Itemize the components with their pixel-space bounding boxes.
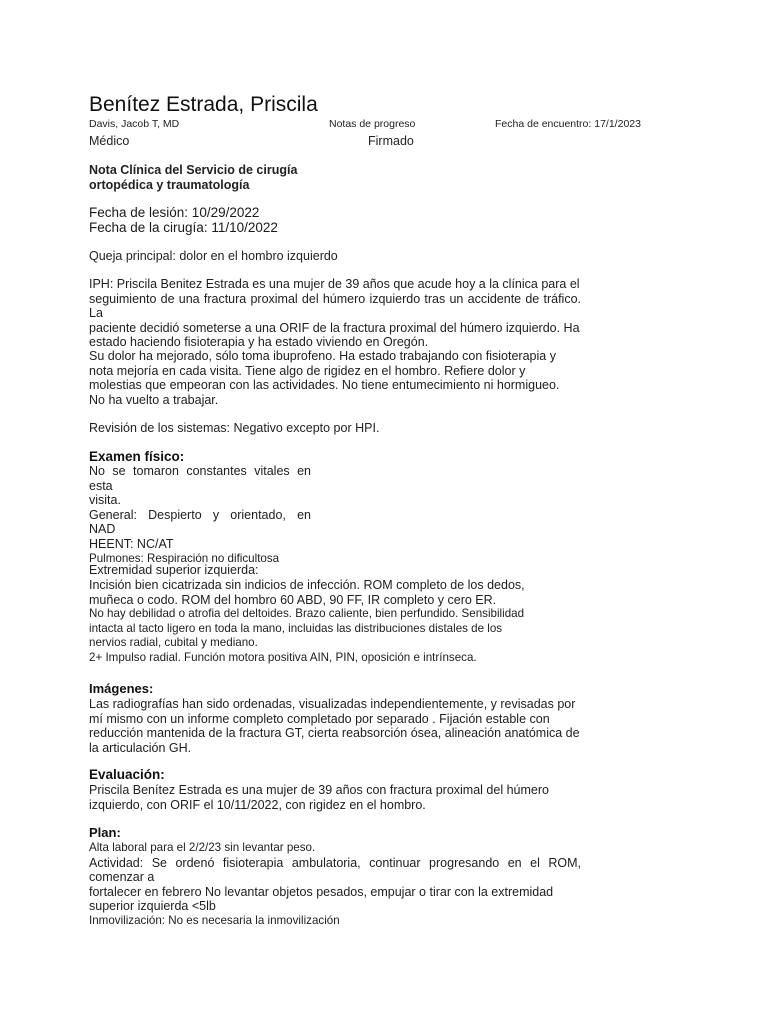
extremity-line: Incisión bien cicatrizada sin indicios de infección. ROM completo de los dedos, xyxy=(89,578,525,592)
surgery-date: Fecha de la cirugía: 11/10/2022 xyxy=(89,220,278,235)
exam-heent: HEENT: NC/AT xyxy=(89,536,174,551)
extremity-line: nervios radial, cubital y mediano. xyxy=(89,636,258,650)
imaging-line: la articulación GH. xyxy=(89,740,192,755)
exam-heading: Examen físico: xyxy=(89,449,185,464)
exam-general-line: NAD xyxy=(89,522,116,537)
hpi-line: paciente decidió someterse a una ORIF de la fractura proximal del húmero izquierdo. Ha xyxy=(89,320,580,335)
hpi-line: IPH: Priscila Benitez Estrada es una mujer de 39 años que acude hoy a la clínica para el xyxy=(89,277,580,291)
plan-heading: Plan: xyxy=(89,825,121,840)
pain-paragraph xyxy=(89,349,581,407)
note-title-line-2: ortopédica y traumatología xyxy=(89,178,250,192)
extremity-line: intacta al tacto ligero en toda la mano, incluidas las distribuciones distales de los xyxy=(89,621,503,635)
hpi-line: seguimiento de una fractura proximal del húmero izquierdo tras un accidente de tráfico. La xyxy=(89,291,581,321)
note-type: Notas de progreso xyxy=(329,118,416,130)
plan-activity-line: superior izquierda <5lb xyxy=(89,899,216,914)
pain-line: No ha vuelto a trabajar. xyxy=(89,392,219,407)
plan-work: Alta laboral para el 2/2/23 sin levantar peso. xyxy=(89,841,316,854)
exam-vitals-line: visita. xyxy=(89,493,121,508)
plan-activity-line: fortalecer en febrero No levantar objetos pesados, empujar o tirar con la extremidad xyxy=(89,884,554,899)
provider-role: Médico xyxy=(89,134,130,148)
plan-activity-line: Actividad: Se ordenó fisioterapia ambulatoria, continuar progresando en el ROM, comenzar a xyxy=(89,855,581,885)
provider-name: Davis, Jacob T, MD xyxy=(89,118,180,130)
pain-line: nota mejoría en cada visita. Tiene algo de rigidez en el hombro. Refiere dolor y xyxy=(89,363,526,378)
imaging-line: reducción mantenida de la fractura GT, cierta reabsorción ósea, alineación anatómica de xyxy=(89,726,580,741)
extremity-block xyxy=(89,578,581,666)
hpi-paragraph xyxy=(89,277,581,350)
assessment-line: Priscila Benítez Estrada es una mujer de 39 años con fractura proximal del húmero xyxy=(89,783,549,797)
encounter-label: Fecha de encuentro: xyxy=(495,118,592,130)
encounter-date: 17/1/2023 xyxy=(594,118,641,130)
exam-block xyxy=(89,464,311,566)
imaging-block xyxy=(89,697,581,755)
extremity-line: No hay debilidad o atrofia del deltoides. Brazo caliente, bien perfundido. Sensibilidad xyxy=(89,607,525,621)
exam-lungs: Pulmones: Respiración no dificultosa xyxy=(89,551,280,565)
review-of-systems: Revisión de los sistemas: Negativo excepto por HPI. xyxy=(89,421,380,435)
plan-block xyxy=(89,841,581,929)
pain-line: Su dolor ha mejorado, sólo toma ibuprofeno. Ha estado trabajando con fisioterapia y xyxy=(89,349,556,363)
note-title-line-1: Nota Clínica del Servicio de cirugía xyxy=(89,163,298,177)
patient-name: Benítez Estrada, Priscila xyxy=(89,93,318,116)
hpi-line: estado haciendo fisioterapia y ha estado viviendo en Oregón. xyxy=(89,335,429,350)
exam-vitals-line: No se tomaron constantes vitales en esta xyxy=(89,464,311,493)
chief-complaint: Queja principal: dolor en el hombro izquierdo xyxy=(89,249,338,263)
plan-immobilization: Inmovilización: No es necesaria la inmovilización xyxy=(89,913,340,927)
encounter-date-label xyxy=(495,118,641,130)
exam-general-line: General: Despierto y orientado, en xyxy=(89,507,311,522)
extremity-line: muñeca o codo. ROM del hombro 60 ABD, 90 FF, IR completo y cero ER. xyxy=(89,592,497,607)
assessment-heading: Evaluación: xyxy=(89,767,165,782)
pain-line: molestias que empeoran con las actividades. No tiene entumecimiento ni hormigueo. xyxy=(89,378,560,393)
extremity-line: 2+ Impulso radial. Función motora positiva AIN, PIN, oposición e intrínseca. xyxy=(89,650,477,664)
assessment-line: izquierdo, con ORIF el 10/11/2022, con rigidez en el hombro. xyxy=(89,797,426,812)
imaging-heading: Imágenes: xyxy=(89,681,154,696)
imaging-line: mí mismo con un informe completo completado por separado . Fijación estable con xyxy=(89,711,550,726)
note-status: Firmado xyxy=(368,134,414,148)
imaging-line: Las radiografías han sido ordenadas, visualizadas independientemente, y revisadas por xyxy=(89,697,576,711)
injury-date: Fecha de lesión: 10/29/2022 xyxy=(89,205,260,220)
extremity-heading: Extremidad superior izquierda: xyxy=(89,563,259,577)
assessment-block xyxy=(89,783,581,812)
